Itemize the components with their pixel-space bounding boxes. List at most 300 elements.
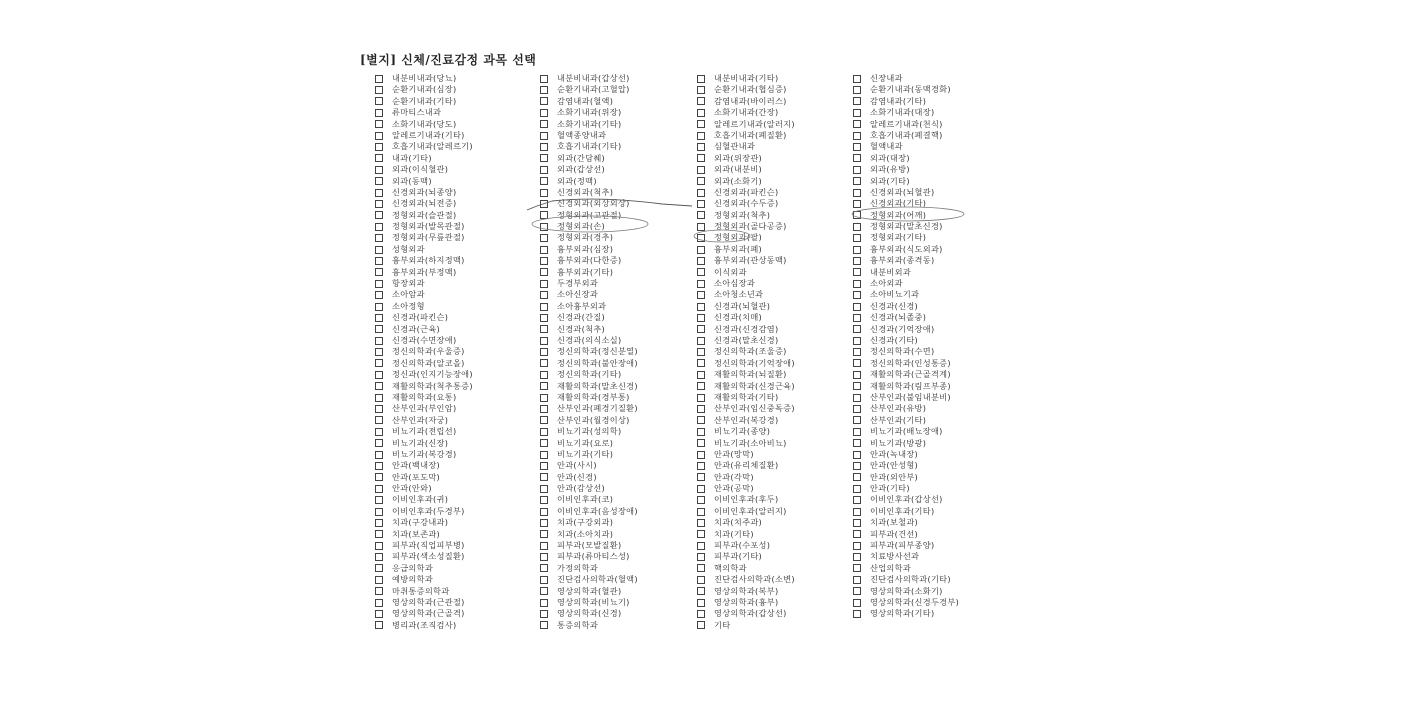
checkbox[interactable]	[697, 610, 705, 618]
checkbox[interactable]	[853, 508, 861, 516]
department-option[interactable]	[375, 381, 540, 392]
checkbox[interactable]	[697, 462, 705, 470]
checkbox[interactable]	[375, 268, 383, 276]
department-option[interactable]	[540, 494, 697, 505]
department-option[interactable]	[697, 130, 853, 141]
department-option[interactable]	[540, 529, 697, 540]
department-option[interactable]	[375, 267, 540, 278]
checkbox[interactable]	[697, 621, 705, 629]
department-option[interactable]	[697, 563, 853, 574]
department-option[interactable]	[375, 73, 540, 84]
checkbox[interactable]	[540, 485, 548, 493]
checkbox[interactable]	[697, 485, 705, 493]
department-option[interactable]	[540, 358, 697, 369]
checkbox[interactable]	[375, 530, 383, 538]
department-option[interactable]	[697, 198, 853, 209]
checkbox[interactable]	[375, 280, 383, 288]
checkbox[interactable]	[375, 189, 383, 197]
checkbox[interactable]	[540, 542, 548, 550]
department-option[interactable]	[697, 403, 853, 414]
department-option[interactable]	[853, 540, 1003, 551]
department-option[interactable]	[375, 84, 540, 95]
checkbox[interactable]	[853, 382, 861, 390]
department-option[interactable]	[540, 267, 697, 278]
department-option[interactable]	[540, 346, 697, 357]
checkbox[interactable]	[853, 132, 861, 140]
checkbox[interactable]	[540, 530, 548, 538]
checkbox[interactable]	[697, 75, 705, 83]
department-option[interactable]	[697, 187, 853, 198]
checkbox[interactable]	[853, 542, 861, 550]
checkbox[interactable]	[540, 508, 548, 516]
department-option[interactable]	[375, 198, 540, 209]
checkbox[interactable]	[853, 257, 861, 265]
checkbox[interactable]	[540, 394, 548, 402]
checkbox[interactable]	[697, 109, 705, 117]
department-option[interactable]	[375, 392, 540, 403]
checkbox[interactable]	[375, 610, 383, 618]
checkbox[interactable]	[697, 337, 705, 345]
checkbox[interactable]	[540, 496, 548, 504]
checkbox[interactable]	[375, 542, 383, 550]
checkbox[interactable]	[697, 382, 705, 390]
department-option[interactable]	[697, 426, 853, 437]
checkbox[interactable]	[375, 257, 383, 265]
checkbox[interactable]	[697, 451, 705, 459]
department-option[interactable]	[853, 415, 1003, 426]
department-option[interactable]	[375, 130, 540, 141]
department-option[interactable]	[375, 506, 540, 517]
checkbox[interactable]	[853, 75, 861, 83]
checkbox[interactable]	[697, 154, 705, 162]
department-option[interactable]	[375, 244, 540, 255]
department-option[interactable]	[375, 472, 540, 483]
department-option[interactable]	[375, 176, 540, 187]
checkbox[interactable]	[853, 143, 861, 151]
checkbox[interactable]	[540, 359, 548, 367]
department-option[interactable]	[540, 335, 697, 346]
checkbox[interactable]	[540, 177, 548, 185]
department-option[interactable]	[540, 187, 697, 198]
department-option[interactable]	[853, 221, 1003, 232]
checkbox[interactable]	[540, 120, 548, 128]
department-option[interactable]	[853, 255, 1003, 266]
department-option[interactable]	[375, 438, 540, 449]
checkbox[interactable]	[375, 473, 383, 481]
checkbox[interactable]	[697, 303, 705, 311]
checkbox[interactable]	[375, 519, 383, 527]
department-option[interactable]	[853, 426, 1003, 437]
checkbox[interactable]	[697, 143, 705, 151]
department-option[interactable]	[375, 494, 540, 505]
checkbox[interactable]	[375, 371, 383, 379]
checkbox[interactable]	[540, 610, 548, 618]
checkbox[interactable]	[697, 405, 705, 413]
department-option[interactable]	[853, 244, 1003, 255]
department-option[interactable]	[375, 278, 540, 289]
checkbox[interactable]	[853, 405, 861, 413]
department-option[interactable]	[853, 346, 1003, 357]
checkbox[interactable]	[697, 439, 705, 447]
checkbox[interactable]	[853, 485, 861, 493]
department-option[interactable]	[540, 449, 697, 460]
checkbox[interactable]	[540, 371, 548, 379]
department-option[interactable]	[853, 210, 1003, 221]
department-option[interactable]	[375, 529, 540, 540]
checkbox[interactable]	[853, 359, 861, 367]
department-option[interactable]	[697, 301, 853, 312]
checkbox[interactable]	[697, 519, 705, 527]
checkbox[interactable]	[540, 348, 548, 356]
checkbox[interactable]	[375, 223, 383, 231]
department-option[interactable]	[540, 460, 697, 471]
department-option[interactable]	[540, 540, 697, 551]
department-option[interactable]	[540, 130, 697, 141]
department-option[interactable]	[375, 540, 540, 551]
department-option[interactable]	[375, 369, 540, 380]
checkbox[interactable]	[853, 280, 861, 288]
checkbox[interactable]	[853, 234, 861, 242]
checkbox[interactable]	[375, 553, 383, 561]
checkbox[interactable]	[375, 325, 383, 333]
department-option[interactable]	[697, 392, 853, 403]
checkbox[interactable]	[540, 132, 548, 140]
department-option[interactable]	[375, 232, 540, 243]
department-option[interactable]	[375, 483, 540, 494]
department-option[interactable]	[697, 289, 853, 300]
checkbox[interactable]	[853, 564, 861, 572]
checkbox[interactable]	[697, 120, 705, 128]
department-option[interactable]	[697, 517, 853, 528]
department-option[interactable]	[375, 403, 540, 414]
department-option[interactable]	[697, 472, 853, 483]
checkbox[interactable]	[853, 97, 861, 105]
checkbox[interactable]	[540, 314, 548, 322]
checkbox[interactable]	[697, 394, 705, 402]
department-option[interactable]	[375, 289, 540, 300]
department-option[interactable]	[697, 540, 853, 551]
department-option[interactable]	[540, 551, 697, 562]
checkbox[interactable]	[853, 120, 861, 128]
checkbox[interactable]	[540, 382, 548, 390]
department-option[interactable]	[853, 107, 1003, 118]
checkbox[interactable]	[697, 564, 705, 572]
checkbox[interactable]	[375, 462, 383, 470]
checkbox[interactable]	[540, 576, 548, 584]
department-option[interactable]	[540, 483, 697, 494]
department-option[interactable]	[697, 381, 853, 392]
department-option[interactable]	[697, 574, 853, 585]
checkbox[interactable]	[853, 86, 861, 94]
checkbox[interactable]	[540, 621, 548, 629]
department-option[interactable]	[540, 210, 697, 221]
department-option[interactable]	[853, 449, 1003, 460]
department-option[interactable]	[853, 119, 1003, 130]
checkbox[interactable]	[697, 371, 705, 379]
department-option[interactable]	[540, 176, 697, 187]
department-option[interactable]	[375, 517, 540, 528]
checkbox[interactable]	[697, 553, 705, 561]
checkbox[interactable]	[853, 189, 861, 197]
checkbox[interactable]	[540, 428, 548, 436]
department-option[interactable]	[375, 221, 540, 232]
checkbox[interactable]	[697, 268, 705, 276]
department-option[interactable]	[540, 608, 697, 619]
department-option[interactable]	[853, 130, 1003, 141]
checkbox[interactable]	[540, 599, 548, 607]
checkbox[interactable]	[697, 166, 705, 174]
department-option[interactable]	[375, 426, 540, 437]
checkbox[interactable]	[697, 587, 705, 595]
checkbox[interactable]	[853, 200, 861, 208]
department-option[interactable]	[697, 358, 853, 369]
checkbox[interactable]	[697, 189, 705, 197]
department-option[interactable]	[375, 255, 540, 266]
checkbox[interactable]	[375, 359, 383, 367]
department-option[interactable]	[540, 289, 697, 300]
department-option[interactable]	[375, 141, 540, 152]
checkbox[interactable]	[540, 439, 548, 447]
checkbox[interactable]	[853, 211, 861, 219]
department-option[interactable]	[375, 96, 540, 107]
checkbox[interactable]	[853, 109, 861, 117]
department-option[interactable]	[540, 301, 697, 312]
department-option[interactable]	[697, 597, 853, 608]
department-option[interactable]	[540, 198, 697, 209]
checkbox[interactable]	[853, 462, 861, 470]
checkbox[interactable]	[375, 405, 383, 413]
department-option[interactable]	[540, 438, 697, 449]
checkbox[interactable]	[540, 257, 548, 265]
department-option[interactable]	[697, 460, 853, 471]
department-option[interactable]	[375, 210, 540, 221]
department-option[interactable]	[375, 324, 540, 335]
checkbox[interactable]	[375, 428, 383, 436]
checkbox[interactable]	[697, 359, 705, 367]
checkbox[interactable]	[853, 177, 861, 185]
checkbox[interactable]	[540, 189, 548, 197]
checkbox[interactable]	[853, 154, 861, 162]
checkbox[interactable]	[540, 75, 548, 83]
checkbox[interactable]	[853, 473, 861, 481]
department-option[interactable]	[697, 176, 853, 187]
department-option[interactable]	[853, 187, 1003, 198]
department-option[interactable]	[540, 312, 697, 323]
department-option[interactable]	[697, 107, 853, 118]
checkbox[interactable]	[697, 542, 705, 550]
checkbox[interactable]	[853, 496, 861, 504]
department-option[interactable]	[853, 289, 1003, 300]
checkbox[interactable]	[697, 473, 705, 481]
department-option[interactable]	[375, 301, 540, 312]
department-option[interactable]	[540, 164, 697, 175]
checkbox[interactable]	[853, 303, 861, 311]
department-option[interactable]	[540, 324, 697, 335]
checkbox[interactable]	[853, 223, 861, 231]
checkbox[interactable]	[697, 428, 705, 436]
department-option[interactable]	[697, 620, 853, 631]
department-option[interactable]	[853, 198, 1003, 209]
checkbox[interactable]	[540, 280, 548, 288]
checkbox[interactable]	[853, 428, 861, 436]
checkbox[interactable]	[540, 97, 548, 105]
checkbox[interactable]	[375, 211, 383, 219]
department-option[interactable]	[540, 244, 697, 255]
checkbox[interactable]	[375, 587, 383, 595]
checkbox[interactable]	[375, 75, 383, 83]
checkbox[interactable]	[375, 109, 383, 117]
checkbox[interactable]	[697, 576, 705, 584]
department-option[interactable]	[697, 551, 853, 562]
checkbox[interactable]	[697, 211, 705, 219]
department-option[interactable]	[697, 529, 853, 540]
checkbox[interactable]	[375, 451, 383, 459]
department-option[interactable]	[697, 96, 853, 107]
checkbox[interactable]	[697, 177, 705, 185]
checkbox[interactable]	[375, 416, 383, 424]
checkbox[interactable]	[853, 416, 861, 424]
department-option[interactable]	[540, 517, 697, 528]
checkbox[interactable]	[853, 371, 861, 379]
department-option[interactable]	[375, 620, 540, 631]
checkbox[interactable]	[853, 530, 861, 538]
checkbox[interactable]	[540, 143, 548, 151]
department-option[interactable]	[540, 563, 697, 574]
checkbox[interactable]	[853, 439, 861, 447]
checkbox[interactable]	[540, 200, 548, 208]
department-option[interactable]	[853, 529, 1003, 540]
checkbox[interactable]	[540, 246, 548, 254]
department-option[interactable]	[853, 563, 1003, 574]
checkbox[interactable]	[853, 519, 861, 527]
department-option[interactable]	[540, 574, 697, 585]
checkbox[interactable]	[375, 599, 383, 607]
checkbox[interactable]	[853, 268, 861, 276]
checkbox[interactable]	[697, 223, 705, 231]
department-option[interactable]	[853, 324, 1003, 335]
department-option[interactable]	[697, 232, 853, 243]
department-option[interactable]	[853, 278, 1003, 289]
checkbox[interactable]	[375, 246, 383, 254]
department-option[interactable]	[540, 369, 697, 380]
checkbox[interactable]	[853, 291, 861, 299]
department-option[interactable]	[697, 438, 853, 449]
department-option[interactable]	[697, 369, 853, 380]
department-option[interactable]	[540, 597, 697, 608]
department-option[interactable]	[375, 574, 540, 585]
checkbox[interactable]	[697, 496, 705, 504]
department-option[interactable]	[853, 141, 1003, 152]
checkbox[interactable]	[375, 394, 383, 402]
department-option[interactable]	[697, 346, 853, 357]
department-option[interactable]	[375, 449, 540, 460]
department-option[interactable]	[853, 494, 1003, 505]
department-option[interactable]	[375, 187, 540, 198]
department-option[interactable]	[540, 221, 697, 232]
checkbox[interactable]	[853, 246, 861, 254]
department-option[interactable]	[853, 84, 1003, 95]
department-option[interactable]	[697, 255, 853, 266]
checkbox[interactable]	[375, 97, 383, 105]
checkbox[interactable]	[853, 610, 861, 618]
checkbox[interactable]	[697, 257, 705, 265]
checkbox[interactable]	[697, 132, 705, 140]
checkbox[interactable]	[540, 564, 548, 572]
department-option[interactable]	[853, 335, 1003, 346]
department-option[interactable]	[540, 278, 697, 289]
checkbox[interactable]	[375, 485, 383, 493]
department-option[interactable]	[540, 426, 697, 437]
department-option[interactable]	[697, 335, 853, 346]
department-option[interactable]	[375, 153, 540, 164]
checkbox[interactable]	[853, 325, 861, 333]
checkbox[interactable]	[540, 553, 548, 561]
checkbox[interactable]	[853, 587, 861, 595]
checkbox[interactable]	[540, 154, 548, 162]
checkbox[interactable]	[697, 416, 705, 424]
checkbox[interactable]	[540, 86, 548, 94]
checkbox[interactable]	[375, 564, 383, 572]
department-option[interactable]	[853, 153, 1003, 164]
department-option[interactable]	[375, 164, 540, 175]
checkbox[interactable]	[697, 599, 705, 607]
checkbox[interactable]	[697, 291, 705, 299]
department-option[interactable]	[375, 415, 540, 426]
department-option[interactable]	[853, 597, 1003, 608]
checkbox[interactable]	[540, 473, 548, 481]
checkbox[interactable]	[540, 166, 548, 174]
checkbox[interactable]	[697, 97, 705, 105]
checkbox[interactable]	[375, 120, 383, 128]
department-option[interactable]	[853, 586, 1003, 597]
department-option[interactable]	[853, 176, 1003, 187]
department-option[interactable]	[540, 381, 697, 392]
department-option[interactable]	[853, 403, 1003, 414]
checkbox[interactable]	[375, 439, 383, 447]
checkbox[interactable]	[375, 348, 383, 356]
checkbox[interactable]	[540, 268, 548, 276]
checkbox[interactable]	[540, 519, 548, 527]
checkbox[interactable]	[853, 599, 861, 607]
checkbox[interactable]	[697, 314, 705, 322]
checkbox[interactable]	[697, 530, 705, 538]
department-option[interactable]	[853, 438, 1003, 449]
department-option[interactable]	[697, 324, 853, 335]
checkbox[interactable]	[375, 496, 383, 504]
department-option[interactable]	[697, 84, 853, 95]
department-option[interactable]	[853, 506, 1003, 517]
department-option[interactable]	[540, 392, 697, 403]
department-option[interactable]	[375, 597, 540, 608]
department-option[interactable]	[697, 221, 853, 232]
department-option[interactable]	[375, 586, 540, 597]
department-option[interactable]	[697, 312, 853, 323]
checkbox[interactable]	[853, 166, 861, 174]
checkbox[interactable]	[375, 86, 383, 94]
checkbox[interactable]	[540, 234, 548, 242]
department-option[interactable]	[853, 232, 1003, 243]
department-option[interactable]	[853, 381, 1003, 392]
department-option[interactable]	[853, 164, 1003, 175]
checkbox[interactable]	[853, 394, 861, 402]
checkbox[interactable]	[853, 348, 861, 356]
department-option[interactable]	[540, 84, 697, 95]
department-option[interactable]	[375, 608, 540, 619]
checkbox[interactable]	[375, 382, 383, 390]
department-option[interactable]	[540, 96, 697, 107]
checkbox[interactable]	[540, 211, 548, 219]
checkbox[interactable]	[697, 234, 705, 242]
